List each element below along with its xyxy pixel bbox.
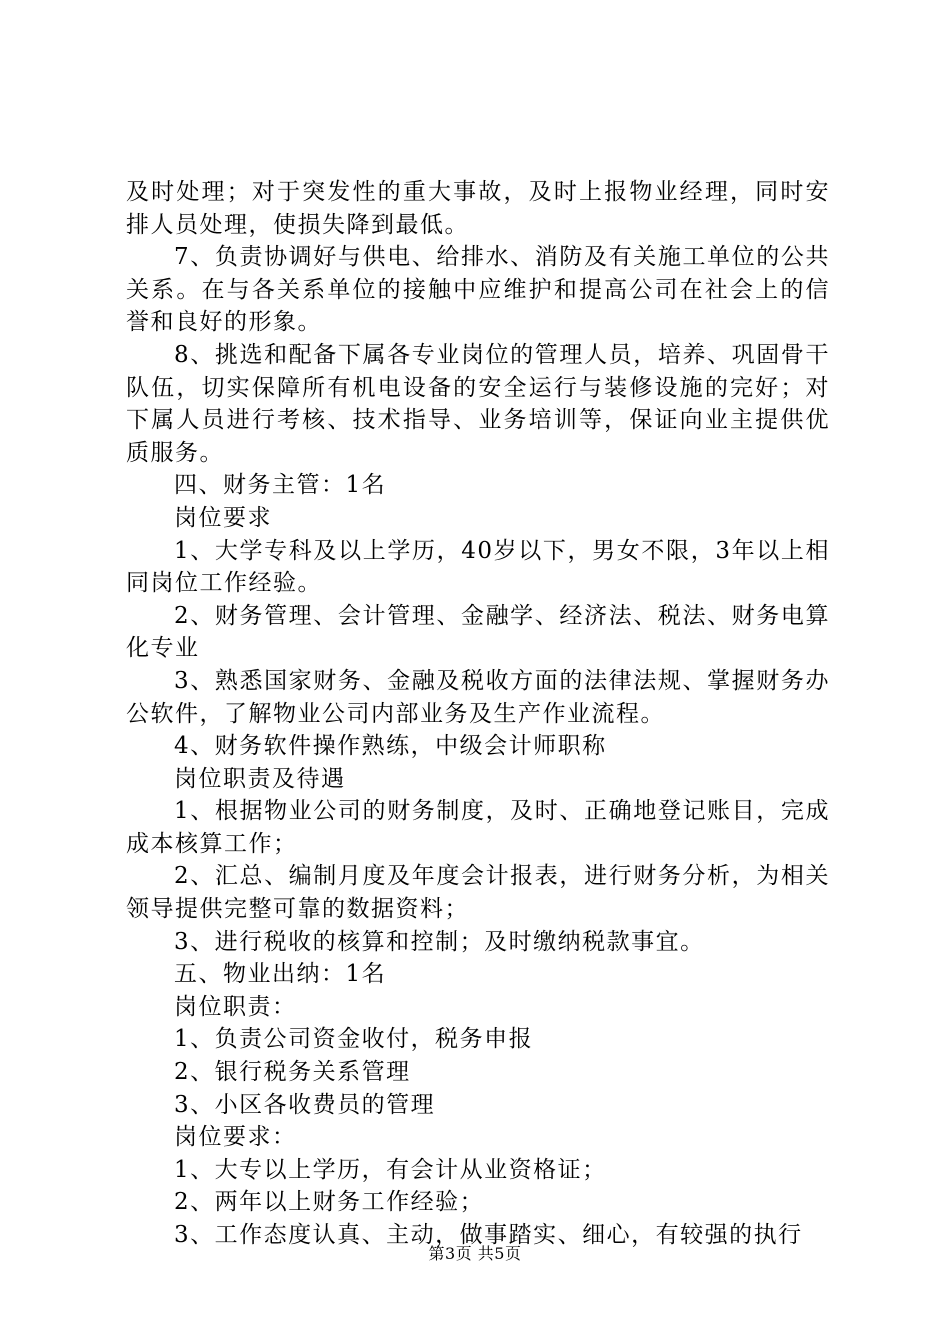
paragraph-17: 3、小区各收费员的管理 [174, 1091, 436, 1118]
paragraph-5: 1、大学专科及以上学历，40岁以下，男女不限，3年以上相同岗位工作经验。 [126, 537, 830, 597]
paragraph-2: 8、挑选和配备下属各专业岗位的管理人员，培养、巩固骨干队伍，切实保障所有机电设备的安全运行与装修设施的完好；对下属人员进行考核、技术指导、业务培训等，保证向业主提供优质服务。 [126, 341, 830, 466]
section-heading-finance-supervisor: 四、财务主管：1名 [174, 472, 387, 499]
paragraph-6: 2、财务管理、会计管理、金融学、经济法、税法、财务电算化专业 [126, 602, 830, 662]
document-body [126, 176, 830, 1252]
paragraph-12: 3、进行税收的核算和控制；及时缴纳税款事宜。 [174, 928, 705, 955]
paragraph-11: 2、汇总、编制月度及年度会计报表，进行财务分析，为相关领导提供完整可靠的数据资料； [126, 863, 830, 923]
paragraph-7: 3、熟悉国家财务、金融及税收方面的法律法规、掌握财务办公软件，了解物业公司内部业务及生产作业流程。 [126, 667, 830, 727]
subheading-duties: 岗位职责： [174, 993, 297, 1020]
paragraph-16: 2、银行税务关系管理 [174, 1059, 411, 1086]
paragraph-10: 1、根据物业公司的财务制度，及时、正确地登记账目，完成成本核算工作； [126, 798, 830, 857]
page-number-label: 第3页 共5页 [428, 1244, 522, 1263]
paragraph-21: 3、工作态度认真、主动，做事踏实、细心，有较强的执行 [174, 1222, 803, 1248]
subheading-duties-benefits: 岗位职责及待遇 [174, 765, 346, 792]
paragraph-20: 2、两年以上财务工作经验； [174, 1189, 485, 1216]
paragraph-19: 1、大专以上学历，有会计从业资格证； [174, 1156, 607, 1183]
paragraph-0: 及时处理；对于突发性的重大事故，及时上报物业经理，同时安排人员处理，使损失降到最低。 [126, 179, 830, 238]
page-footer [0, 1244, 950, 1264]
subheading-requirements: 岗位要求 [174, 504, 272, 531]
subheading-requirements-2: 岗位要求： [174, 1124, 297, 1151]
paragraph-8: 4、财务软件操作熟练，中级会计师职称 [174, 733, 607, 760]
section-heading-cashier: 五、物业出纳：1名 [174, 961, 387, 988]
paragraph-15: 1、负责公司资金收付，税务申报 [174, 1026, 534, 1053]
paragraph-1: 7、负责协调好与供电、给排水、消防及有关施工单位的公共关系。在与各关系单位的接触中应维护和提高公司在社会上的信誉和良好的形象。 [126, 244, 830, 336]
